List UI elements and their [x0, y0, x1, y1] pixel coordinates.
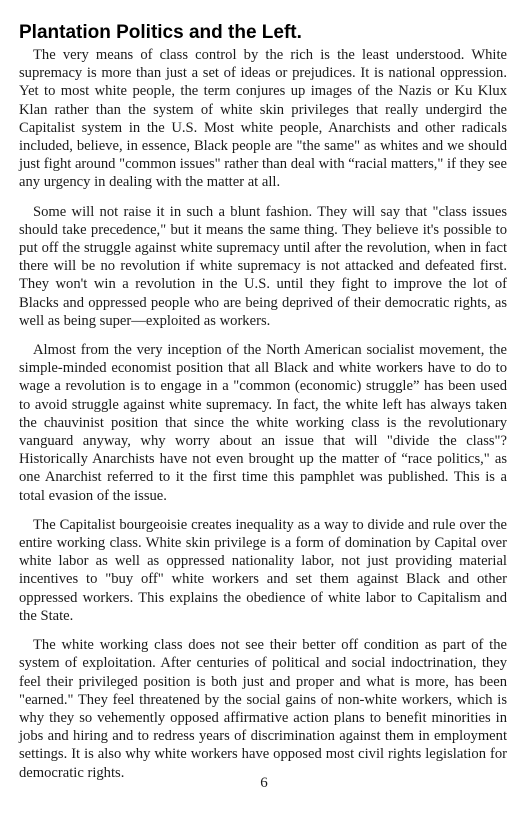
- section-heading: Plantation Politics and the Left.: [19, 22, 302, 43]
- paragraph-5: The white working class does not see their better off condition as part of the system of exploitation. After centuries of political and social indoctrination, they feel their privileged position is both just and proper and what is more, has been "earned." They feel threatened by the social gains of non-white workers, which is why they so vehemently opposed affirmative action plans to benefit minorities in jobs and hiring and to redress years of discrimination against them in employment settings. It is also why white workers have opposed most civil rights legislation for democratic rights.: [19, 637, 507, 781]
- paragraph-3: Almost from the very inception of the North American socialist movement, the simple-minded economist position that all Black and white workers have to do to wage a revolution is to engage in a "common (economic) struggle” has been used to avoid struggle against white supremacy. In fact, the white left has always taken the chauvinist position that since the white working class is the revolutionary vanguard anyway, why worry about an issue that will "divide the class"? Historically Anarchists have not even brought up the matter of “race politics," as one Anarchist referred to it the first time this pamphlet was published. This is a total evasion of the issue.: [19, 342, 507, 504]
- page-body: [19, 22, 507, 793]
- paragraph-4: The Capitalist bourgeoisie creates inequality as a way to divide and rule over the entire working class. White skin privilege is a form of domination by Capital over white labor as well as oppressed nationality labor, not just providing material incentives to "buy off" white workers and set them against Black and other oppressed workers. This explains the obedience of white labor to Capitalism and the State.: [19, 516, 507, 624]
- paragraph-1: The very means of class control by the rich is the least understood. White supremacy is more than just a set of ideas or prejudices. It is national oppression. Yet to most white people, the term conjures up images of the Nazis or Ku Klux Klan rather than the system of white skin privileges that really undergird the Capitalist system in the U.S. Most white people, Anarchists and other radicals included, believe, in essence, Black people are "the same" as whites and we should just fight around "common issues" rather than deal with “racial matters," if they see any urgency in dealing with the matter at all.: [19, 47, 507, 191]
- page-number: 6: [260, 775, 268, 791]
- paragraph-2: Some will not raise it in such a blunt fashion. They will say that "class issues should take precedence," but it means the same thing. They believe it's possible to put off the struggle against white supremacy until after the revolution, when in fact there will be no revolution if white supremacy is not attacked and defeated first. They won't win a revolution in the U.S. until they fight to improve the lot of Blacks and oppressed people who are being deprived of their democratic rights, as well as being super—exploited as workers.: [19, 203, 507, 329]
